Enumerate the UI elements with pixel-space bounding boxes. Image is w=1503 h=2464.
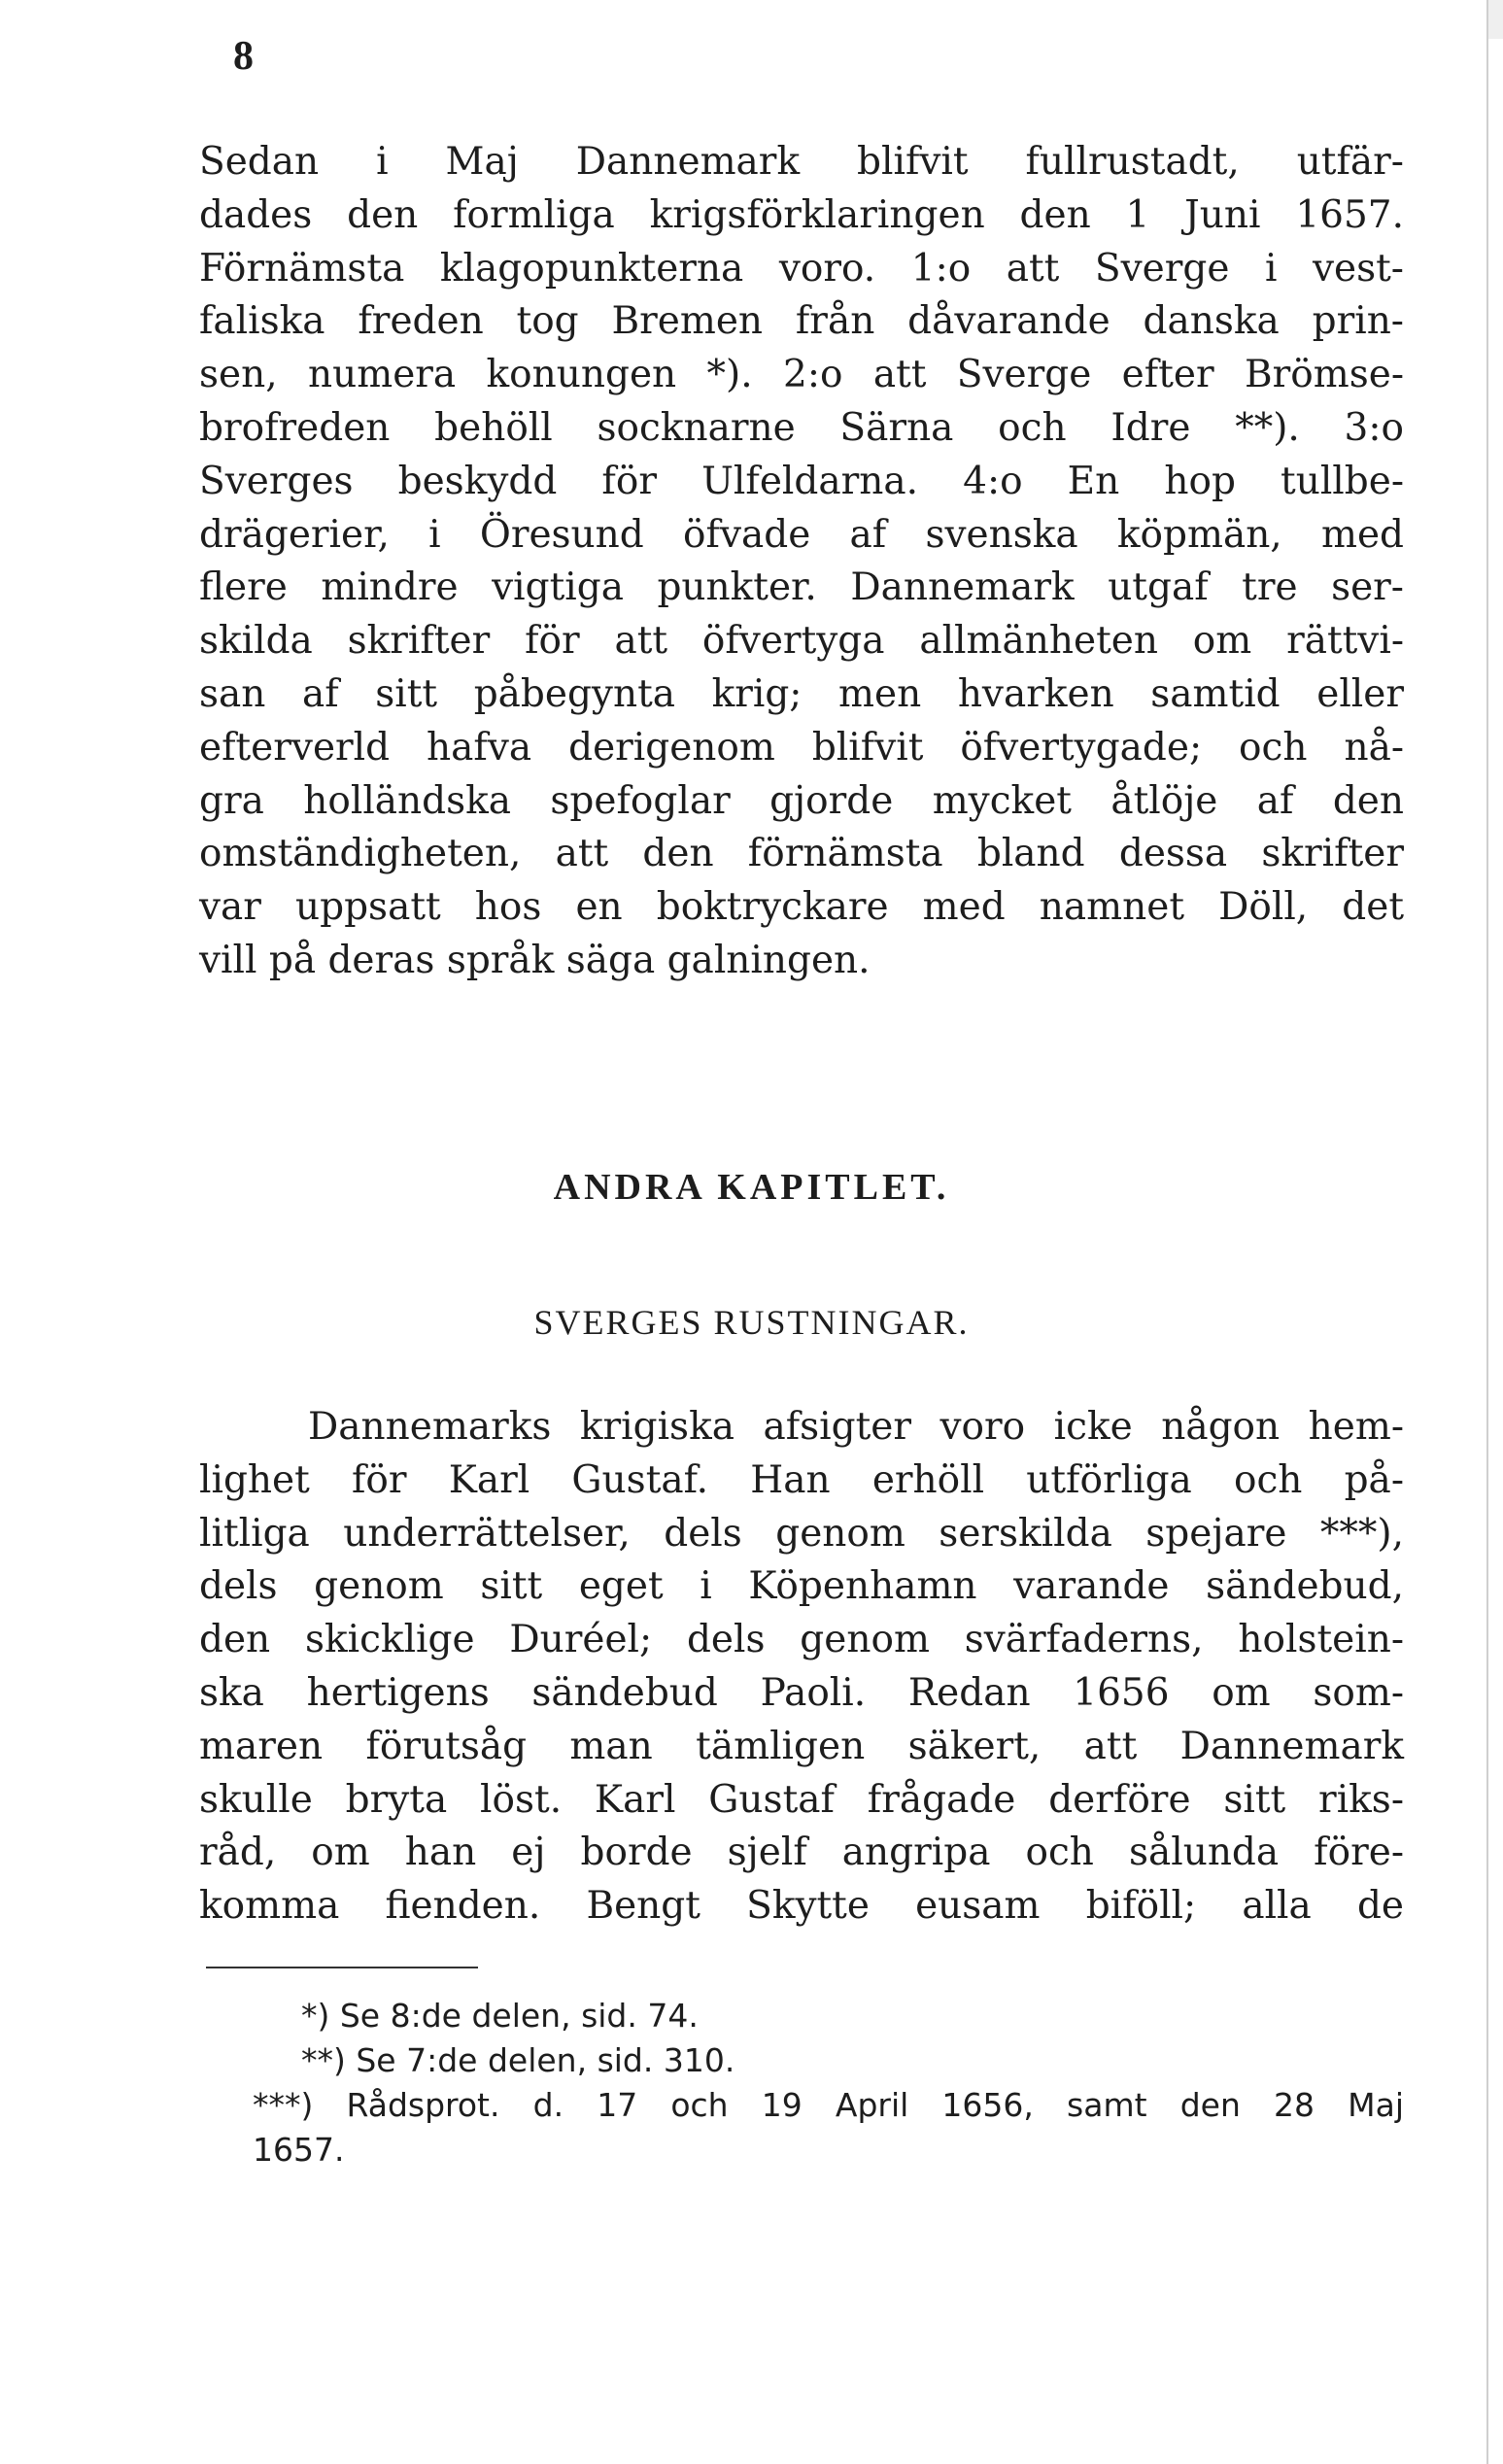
text-line: Sedan i Maj Dannemark blifvit fullrustadt, utfär-: [199, 140, 1404, 184]
page-edge-corner: [1488, 0, 1503, 39]
text-line: lighet för Karl Gustaf. Han erhöll utförliga och på-: [199, 1457, 1404, 1502]
text-line: ska hertigens sändebud Paoli. Redan 1656 om som-: [199, 1670, 1404, 1715]
text-line: den skicklige Duréel; dels genom svärfaderns, holstein-: [199, 1618, 1404, 1662]
text-line: dels genom sitt eget i Köpenhamn varande sändebud,: [199, 1564, 1404, 1609]
text-line: omständigheten, att den förnämsta bland dessa skrifter: [199, 832, 1404, 876]
text-line: san af sitt påbegynta krig; men hvarken samtid eller: [199, 671, 1404, 716]
text-line: dades den formliga krigsförklaringen den 1 Juni 1657.: [199, 192, 1404, 237]
text-line: efterverld hafva derigenom blifvit öfvertygade; och nå-: [199, 725, 1404, 770]
text-line: faliska freden tog Bremen från dåvarande danska prin-: [199, 299, 1404, 344]
page-number: 8: [233, 34, 254, 79]
text-line: skilda skrifter för att öfvertyga allmänheten om rättvi-: [199, 619, 1404, 664]
text-line: komma fienden. Bengt Skytte eusam biföll; alla de: [199, 1884, 1404, 1929]
text-line: Dannemarks krigiska afsigter voro icke någon hem-: [308, 1405, 1404, 1449]
text-line: råd, om han ej borde sjelf angripa och sålunda före-: [199, 1831, 1404, 1875]
paragraph-1: [199, 136, 1404, 988]
text-line: maren förutsåg man tämligen säkert, att Dannemark: [199, 1724, 1404, 1768]
text-line: litliga underrättelser, dels genom serskilda spejare ***),: [199, 1511, 1404, 1556]
chapter-subtitle: SVERGES RUSTNINGAR.: [533, 1303, 970, 1342]
text-line: sen, numera konungen *). 2:o att Sverge efter Brömse-: [199, 353, 1404, 397]
text-line: drägerier, i Öresund öfvade af svenska köpmän, med: [199, 512, 1404, 557]
text-line: skulle bryta löst. Karl Gustaf frågade derföre sitt riks-: [199, 1777, 1404, 1822]
text-line: Sverges beskydd för Ulfeldarna. 4:o En hop tullbe-: [199, 459, 1404, 503]
footnote: *) Se 8:de delen, sid. 74.: [301, 1997, 699, 2035]
text-line: var uppsatt hos en boktryckare med namnet Döll, det: [199, 885, 1404, 930]
paragraph-2: [199, 1401, 1404, 1934]
chapter-title: ANDRA KAPITLET.: [553, 1167, 950, 1208]
text-line: gra holländska spefoglar gjorde mycket åtlöje af den: [199, 778, 1404, 823]
footnote-divider: [206, 1967, 478, 1968]
footnote: 1657.: [253, 2131, 345, 2169]
text-line: flere mindre vigtiga punkter. Dannemark utgaf tre ser-: [199, 565, 1404, 610]
footnotes: [204, 1994, 1404, 2173]
footnote: ***) Rådsprot. d. 17 och 19 April 1656, samt den 28 Maj: [253, 2086, 1404, 2124]
text-line: Förnämsta klagopunkterna voro. 1:o att Sverge i vest-: [199, 246, 1404, 291]
text-line: brofreden behöll socknarne Särna och Idre **). 3:o: [199, 405, 1404, 450]
footnote: **) Se 7:de delen, sid. 310.: [301, 2041, 735, 2079]
page-edge-shadow: [1486, 0, 1488, 2464]
text-line: vill på deras språk säga galningen.: [199, 938, 871, 982]
